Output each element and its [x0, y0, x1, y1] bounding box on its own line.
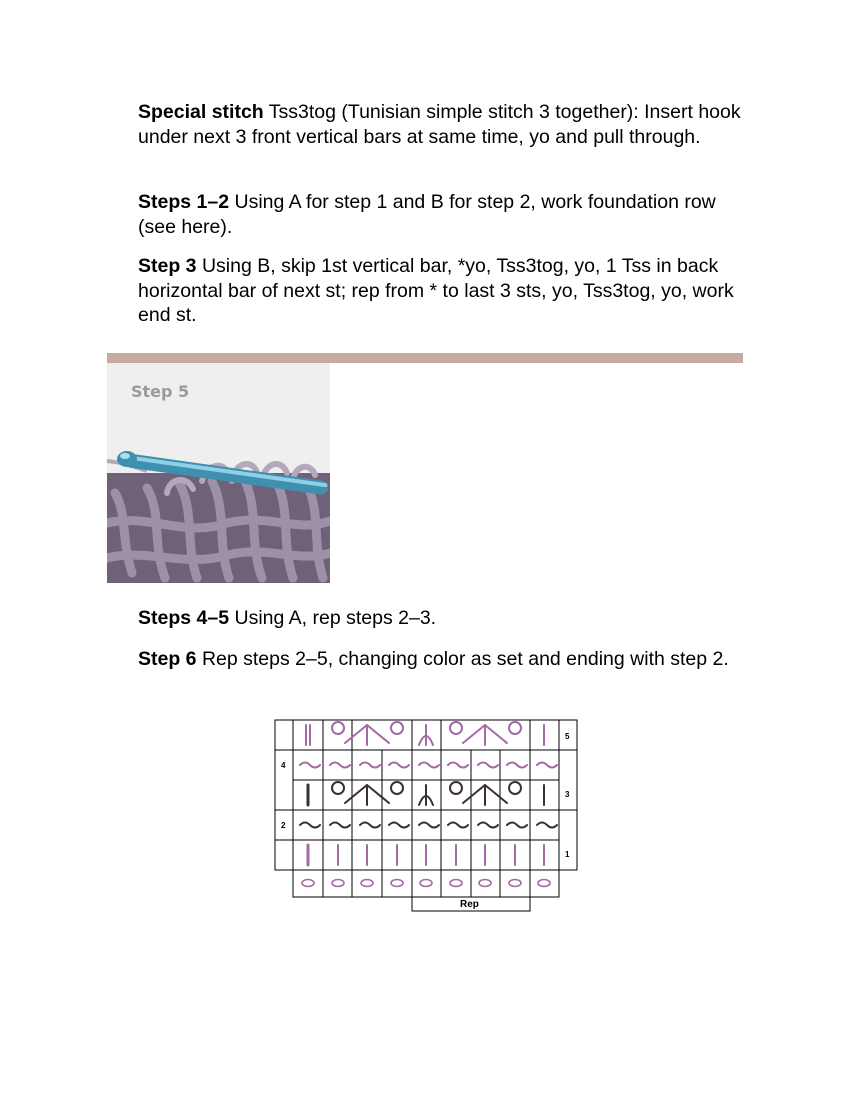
step-5-photo: [107, 363, 330, 583]
step-6-text: Rep steps 2–5, changing color as set and ending with step 2.: [196, 648, 729, 670]
step-3-lead: Step 3: [138, 255, 197, 277]
step-6-lead: Step 6: [138, 648, 197, 670]
special-stitch-text: Tss3tog (Tunisian simple stitch 3 together): Insert hook under next 3 front vertical bars at same time, yo and pull through.: [138, 101, 741, 148]
row-number-2: 2: [281, 821, 286, 830]
special-stitch-lead: Special stitch: [138, 101, 264, 123]
foundation-grid-lines: [323, 870, 530, 897]
steps-1-2-lead: Steps 1–2: [138, 191, 230, 213]
paragraph-steps-4-5: [138, 606, 748, 631]
row-number-4: 4: [281, 761, 286, 770]
step-3-text: Using B, skip 1st vertical bar, *yo, Tss3tog, yo, 1 Tss in back horizontal bar of next st; rep from * to last 3 sts, yo, Tss3tog, yo, work end st.: [138, 255, 734, 326]
row-number-1: 1: [565, 850, 570, 859]
paragraph-step-3: [138, 254, 748, 328]
stitch-chart: [270, 715, 582, 915]
foundation-chain-symbols: [293, 870, 559, 897]
steps-4-5-text: Using A, rep steps 2–3.: [229, 607, 437, 629]
paragraph-step-6: [138, 647, 748, 672]
row-5-symbols: [306, 722, 544, 745]
row-1-symbols: [308, 845, 544, 865]
section-divider: [107, 353, 743, 363]
row-number-5: 5: [565, 732, 570, 741]
paragraph-special-stitch: [138, 100, 748, 149]
chart-grid: [275, 720, 577, 911]
steps-4-5-lead: Steps 4–5: [138, 607, 230, 629]
rep-label: Rep: [460, 899, 479, 910]
row-2-symbols: [300, 823, 557, 828]
row-number-3: 3: [565, 790, 570, 799]
row-4-symbols: [300, 763, 557, 768]
paragraph-steps-1-2: [138, 190, 748, 239]
steps-1-2-text: Using A for step 1 and B for step 2, work foundation row (see here).: [138, 191, 716, 238]
photo-step-label: Step 5: [131, 382, 190, 401]
row-3-symbols: [308, 782, 544, 805]
